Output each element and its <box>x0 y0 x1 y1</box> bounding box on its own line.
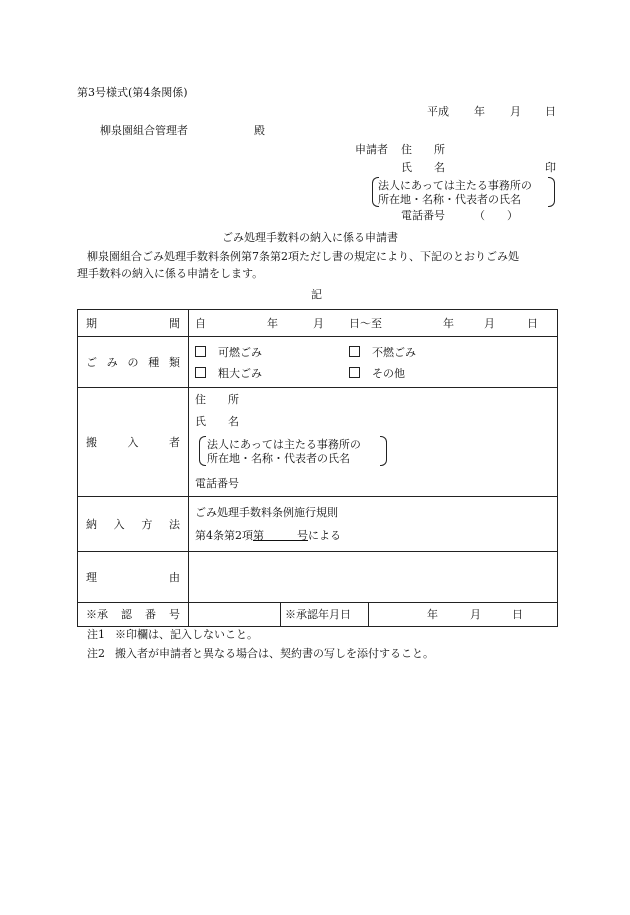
date-era: 平成 <box>427 105 449 118</box>
carrier-corp-note <box>199 436 387 466</box>
period-year2: 年 <box>443 317 454 330</box>
body-text-line2: 理手数料の納入に係る申請をします。 <box>77 267 264 280</box>
approval-day: 日 <box>512 608 523 621</box>
approval-number-value-cell <box>189 603 281 627</box>
period-value-cell[interactable] <box>189 310 558 337</box>
date-day: 日 <box>545 105 556 118</box>
payment-line1: ごみ処理手数料条例施行規則 <box>195 506 338 519</box>
waste-type-label-cell <box>78 337 189 388</box>
period-year: 年 <box>267 317 278 330</box>
waste-type-label: ご み の 種 類 <box>86 355 180 369</box>
period-month: 月 <box>313 317 324 330</box>
payment-line2-prefix: 第4条第2項 <box>195 529 253 542</box>
approval-date-value-cell <box>369 603 558 627</box>
period-label-cell <box>78 310 189 337</box>
addressee-honorific: 殿 <box>254 124 265 137</box>
period-from: 自 <box>195 317 206 330</box>
period-row <box>78 310 558 337</box>
note-2 <box>87 648 434 659</box>
carrier-corp-note-line2: 所在地・名称・代表者の氏名 <box>207 452 350 465</box>
document-title: ごみ処理手数料の納入に係る申請書 <box>222 231 398 244</box>
reason-label: 理 由 <box>86 570 180 584</box>
form-number: 第3号様式(第4条関係) <box>77 86 188 99</box>
option-burnable[interactable]: 可燃ごみ <box>195 346 262 358</box>
waste-type-row <box>78 337 558 388</box>
payment-line2 <box>195 530 341 541</box>
reason-label-cell <box>78 552 189 603</box>
date-year: 年 <box>474 105 485 118</box>
reason-value-cell[interactable] <box>189 552 558 603</box>
seal-mark: 印 <box>545 161 556 174</box>
note-1-number: 注1 <box>87 628 105 641</box>
note-2-text: 搬入者が申請者と異なる場合は、契約書の写しを添付すること。 <box>115 647 434 660</box>
note-2-number: 注2 <box>87 647 105 660</box>
option-nonburnable[interactable]: 不燃ごみ <box>349 346 416 358</box>
date-month: 月 <box>510 105 521 118</box>
reason-row <box>78 552 558 603</box>
applicant-corp-note-line1: 法人にあっては主たる事務所の <box>378 179 532 192</box>
applicant-corp-note-line2: 所在地・名称・代表者の氏名 <box>378 193 521 206</box>
applicant-corp-note <box>372 177 555 207</box>
applicant-phone-parens: （ ） <box>474 209 518 222</box>
approval-date-label: ※承認年月日 <box>285 608 351 621</box>
payment-label-cell <box>78 497 189 552</box>
option-oversized[interactable]: 粗大ごみ <box>195 367 262 379</box>
payment-number-blank[interactable]: 第 号 <box>253 529 308 542</box>
applicant-phone-label: 電話番号 <box>401 209 445 222</box>
checkbox-burnable[interactable] <box>195 346 206 357</box>
checkbox-oversized[interactable] <box>195 367 206 378</box>
carrier-phone-label: 電話番号 <box>195 477 239 490</box>
note-1 <box>87 629 258 640</box>
note-1-text: ※印欄は、記入しないこと。 <box>115 628 258 641</box>
application-table <box>77 309 558 627</box>
carrier-corp-note-line1: 法人にあっては主たる事務所の <box>207 438 361 451</box>
waste-type-options-cell <box>189 337 558 388</box>
approval-year: 年 <box>427 608 438 621</box>
carrier-label: 搬 入 者 <box>86 435 180 449</box>
period-month2: 月 <box>484 317 495 330</box>
checkbox-nonburnable[interactable] <box>349 346 360 357</box>
ki-label: 記 <box>311 288 322 301</box>
carrier-details-cell[interactable] <box>189 388 558 497</box>
period-label: 期 間 <box>86 316 180 330</box>
applicant-name-label: 氏 名 <box>401 161 445 174</box>
applicant-address-label: 住 所 <box>401 143 445 156</box>
carrier-address-label: 住 所 <box>195 393 239 406</box>
approval-date-label-cell <box>281 603 369 627</box>
approval-row <box>78 603 558 627</box>
applicant-label: 申請者 <box>355 143 388 156</box>
period-day-to: 日～至 <box>349 317 382 330</box>
body-text-line1: 柳泉園組合ごみ処理手数料条例第7条第2項ただし書の規定により、下記のとおりごみ処 <box>87 250 519 263</box>
payment-row <box>78 497 558 552</box>
carrier-label-cell <box>78 388 189 497</box>
carrier-row <box>78 388 558 497</box>
option-other[interactable]: その他 <box>349 367 405 379</box>
period-day2: 日 <box>527 317 538 330</box>
approval-number-label-cell <box>78 603 189 627</box>
addressee: 柳泉園組合管理者 <box>100 124 188 137</box>
payment-method-cell[interactable] <box>189 497 558 552</box>
checkbox-other[interactable] <box>349 367 360 378</box>
payment-line2-suffix: による <box>308 529 341 542</box>
approval-month: 月 <box>470 608 481 621</box>
carrier-name-label: 氏 名 <box>195 415 239 428</box>
approval-number-label: ※承 認 番 号 <box>86 608 180 621</box>
payment-label: 納 入 方 法 <box>86 517 180 531</box>
